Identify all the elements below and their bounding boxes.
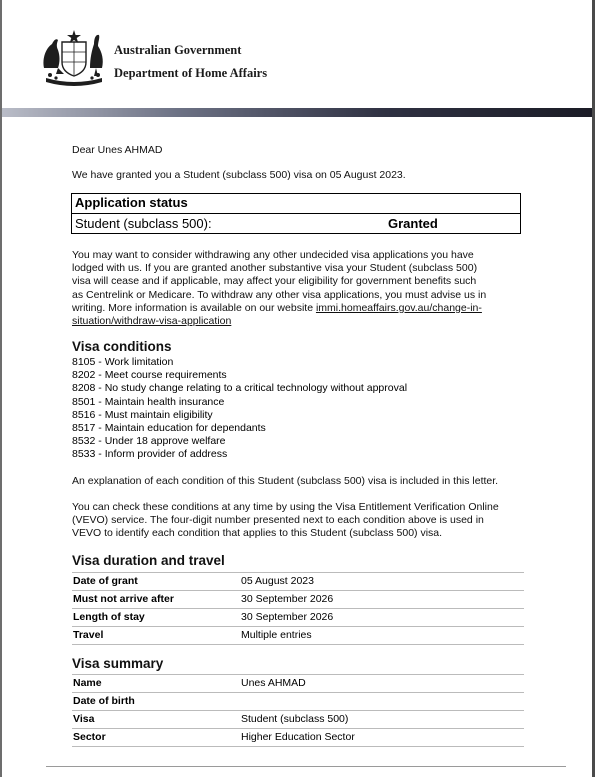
table-row: [72, 728, 524, 747]
table-row: [72, 674, 524, 692]
website-link[interactable]: immi.homeaffairs.gov.au/change-in-: [315, 301, 482, 314]
table-row: [72, 710, 524, 728]
row-label: Travel: [73, 629, 104, 641]
condition-item: [72, 396, 407, 409]
visa-summary-table: [72, 674, 524, 747]
paragraph-line: VEVO to identify each condition that applies to this Student (subclass 500) visa.: [72, 527, 443, 540]
condition-text: - Work limitation: [95, 356, 174, 368]
row-value: 30 September 2026: [241, 611, 334, 623]
coat-of-arms-icon: [38, 28, 110, 86]
paragraph-line: [72, 315, 524, 328]
table-row: [72, 692, 524, 710]
condition-text: - Under 18 approve welfare: [95, 435, 226, 448]
paragraph-line: You may want to consider withdrawing any other undecided visa applications you have: [72, 249, 474, 261]
paragraph-line: lodged with us. If you are granted another substantive visa your Student (subclass 500): [72, 262, 478, 275]
condition-code: 8533: [72, 448, 96, 461]
status-value: Granted: [388, 216, 438, 231]
row-value: 05 August 2023: [241, 575, 314, 587]
row-label: Date of grant: [73, 575, 138, 587]
application-status-box: [71, 193, 521, 234]
table-row: [72, 608, 524, 626]
row-label: Must not arrive after: [73, 593, 174, 605]
table-row: [72, 626, 524, 645]
condition-text: - Must maintain eligibility: [95, 408, 213, 421]
condition-item: [72, 435, 407, 448]
application-status-title: Application status: [75, 195, 188, 210]
condition-code: 8501: [72, 395, 96, 408]
condition-code: 8105: [72, 356, 96, 368]
condition-code: 8517: [72, 422, 96, 435]
department-name: Department of Home Affairs: [114, 66, 268, 80]
condition-item: [72, 422, 407, 435]
condition-item: [72, 409, 407, 422]
condition-item: [72, 382, 407, 395]
grant-sentence: We have granted you a Student (subclass 500) visa on 05 August 2023.: [72, 169, 406, 181]
status-divider: [72, 213, 520, 214]
row-label: Visa: [73, 713, 95, 725]
row-label: Date of birth: [73, 695, 135, 707]
letter-header: [2, 0, 592, 108]
table-row: [72, 590, 524, 608]
condition-text: - Maintain health insurance: [95, 395, 225, 408]
visa-conditions-title: Visa conditions: [72, 339, 172, 354]
condition-code: 8202: [72, 369, 96, 382]
condition-item: [72, 356, 407, 369]
row-label: Sector: [73, 731, 106, 743]
conditions-explanation: An explanation of each condition of this Student (subclass 500) visa is included in this letter.: [72, 475, 499, 487]
header-band: [2, 108, 592, 117]
condition-text: - No study change relating to a critical technology without approval: [95, 382, 408, 395]
table-row: [72, 572, 524, 590]
government-name: Australian Government: [114, 43, 242, 57]
visa-conditions-list: [72, 356, 407, 462]
paragraph-text: writing. More information is available on our website: [72, 301, 316, 314]
paragraph-line: (VEVO) service. The four-digit number presented next to each condition above is used in: [72, 514, 484, 527]
condition-text: - Inform provider of address: [95, 448, 228, 461]
condition-text: - Maintain education for dependants: [95, 422, 266, 435]
page-bottom-rule: [46, 766, 566, 767]
row-label: Length of stay: [73, 611, 145, 623]
paragraph-line: You can check these conditions at any time by using the Visa Entitlement Verification Online: [72, 501, 499, 513]
website-link-continued[interactable]: situation/withdraw-visa-application: [72, 315, 232, 328]
condition-item: [72, 369, 407, 382]
row-value: Student (subclass 500): [241, 713, 349, 725]
paragraph-line: [72, 302, 524, 315]
condition-text: - Meet course requirements: [95, 369, 227, 382]
row-value: Unes AHMAD: [241, 677, 306, 689]
vevo-paragraph: [72, 501, 524, 541]
withdraw-paragraph: [72, 249, 524, 328]
row-value: 30 September 2026: [241, 593, 334, 605]
duration-travel-title: Visa duration and travel: [72, 553, 225, 568]
greeting: Dear Unes AHMAD: [72, 144, 163, 156]
paragraph-line: visa will cease and if applicable, may affect your eligibility for government benefits such: [72, 275, 477, 288]
condition-code: 8516: [72, 408, 96, 421]
condition-code: 8532: [72, 435, 96, 448]
condition-code: 8208: [72, 382, 96, 395]
duration-travel-table: [72, 572, 524, 645]
row-label: Name: [73, 677, 102, 689]
paragraph-line: as Centrelink or Medicare. To withdraw any other visa applications, you must advise us in: [72, 288, 487, 301]
row-value: Higher Education Sector: [241, 731, 355, 743]
status-visa-label: Student (subclass 500):: [75, 216, 212, 231]
condition-item: [72, 448, 407, 461]
row-value: Multiple entries: [241, 629, 312, 641]
visa-summary-title: Visa summary: [72, 656, 164, 671]
